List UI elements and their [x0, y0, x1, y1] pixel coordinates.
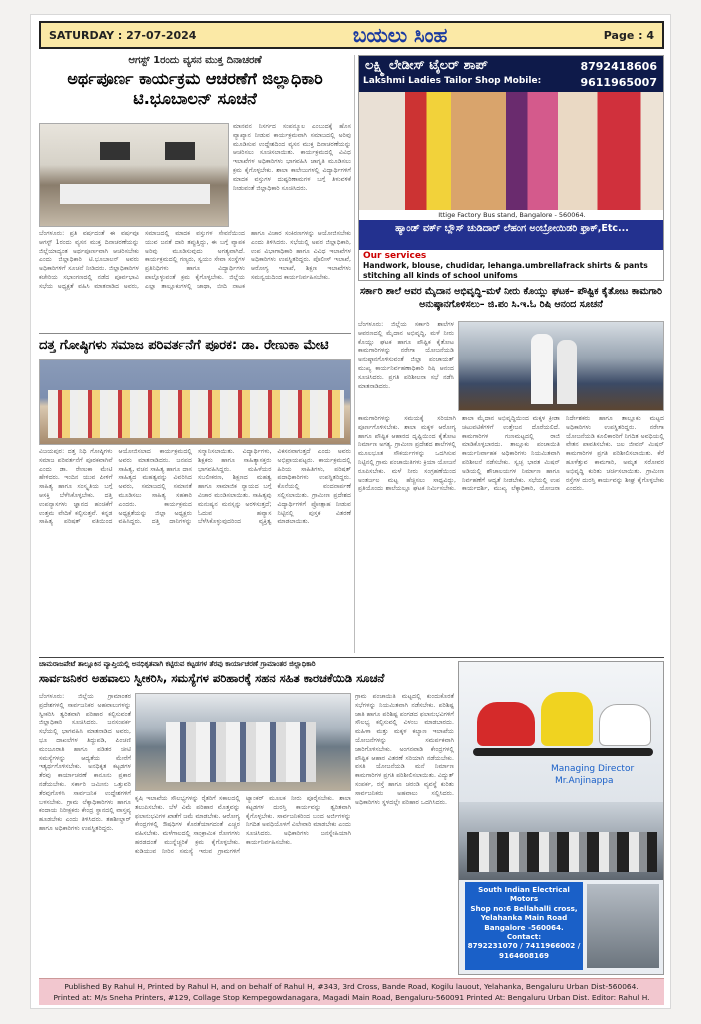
- tailor-title-kn: ಲಕ್ಷ್ಮಿ ಲೇಡೀಸ್ ಟೈಲರ್ ಶಾಪ್: [365, 58, 488, 73]
- divider: [39, 657, 664, 658]
- story1-kicker: ಆಗಸ್ಟ್ 1ರಂದು ವ್ಯಸನ ಮುಕ್ತ ದಿನಾಚರಣೆ: [128, 55, 262, 66]
- tailor-services-label: Our services: [363, 251, 427, 261]
- tailor-advertisement: [358, 55, 664, 281]
- story2-header: [39, 337, 351, 357]
- tailor-services-en: Handwork, blouse, chudidar, lehanga.umbrellafrack shirts & pants stitching all kinds of school unifoms: [363, 261, 648, 280]
- tailor-models-image: [359, 92, 664, 216]
- motors-info-box: [465, 882, 583, 970]
- motors-contact-label: Contact:: [506, 932, 542, 942]
- tailor-title-en: Lakshmi Ladies Tailor Shop Mobile:: [363, 76, 542, 86]
- story4-body-left: ಬೆಂಗಳೂರು: ಜಿಲ್ಲೆಯ ಗ್ರಾಮಾಂತರ ಪ್ರದೇಶಗಳಲ್ಲಿ ಸಾರ್ವಜನಿಕರ ಅಹವಾಲುಗಳನ್ನು ಸ್ವೀಕರಿಸಿ ತ್ವರಿತವಾಗಿ ಪರಿಹಾರ ಕಲ್ಪಿಸುವಂತೆ ಜಿಲ್ಲಾಧಿಕಾರಿ ಸೂಚಿಸಿದರು. ಜನಸಂಪರ್ಕ ಸಭೆಯಲ್ಲಿ ಭಾಗವಹಿಸಿ ಮಾತನಾಡಿದ ಅವರು, ಭೂ ದಾಖಲೆಗಳ ತಿದ್ದುಪಡಿ, ಪಿಂಚಣಿ ಮಂಜೂರಾತಿ ಹಾಗೂ ಪಡಿತರ ಚೀಟಿ ಸಮಸ್ಯೆಗಳನ್ನು ಆದ್ಯತೆಯ ಮೇರೆಗೆ ಇತ್ಯರ್ಥಗೊಳಿಸಬೇಕು. ಅನಧಿಕೃತ ಕಟ್ಟಡಗಳ ತೆರವು ಕಾರ್ಯಾಚರಣೆ ಕಾನೂನು ಪ್ರಕಾರ ನಡೆಯಬೇಕು. ಸರ್ಕಾರಿ ಜಮೀನು ಒತ್ತುವರಿ ತೆರವುಗೊಳಿಸಿ ಸಾರ್ವಜನಿಕ ಉದ್ದೇಶಗಳಿಗೆ ಬಳಸಬೇಕು. ಗ್ರಾಮ ಲೆಕ್ಕಾಧಿಕಾರಿಗಳು ಹಾಗೂ ಕಂದಾಯ ನಿರೀಕ್ಷಕರು ಕೇಂದ್ರ ಸ್ಥಾನದಲ್ಲಿ ವಾಸ್ತವ್ಯ ಹೂಡಬೇಕು ಎಂದು ತಿಳಿಸಿದರು. ತಹಶೀಲ್ದಾರ್ ಹಾಗೂ ಅಧಿಕಾರಿಗಳು ಉಪಸ್ಥಿತರಿದ್ದರು.: [39, 693, 131, 832]
- story1-headline: ಅರ್ಥಪೂರ್ಣ ಕಾರ್ಯಕ್ರಮ ಆಚರಣೆಗೆ ಜಿಲ್ಲಾಧಿಕಾರಿ ಟಿ.ಭೂಬಾಲನ್ ಸೂಚನೆ: [67, 69, 323, 108]
- showroom-image: [459, 802, 664, 880]
- story1-photo: [39, 123, 229, 227]
- motors-advertisement: [458, 661, 664, 975]
- story3-body-left: ಬೆಂಗಳೂರು: ಜಿಲ್ಲೆಯ ಸರ್ಕಾರಿ ಶಾಲೆಗಳ ಆವರಣದಲ್ಲಿ ಮೈದಾನ ಅಭಿವೃದ್ಧಿ, ಮಳೆ ನೀರು ಕೊಯ್ಲು ಘಟಕ ಹಾಗೂ ಪೌಷ್ಟಿಕ ಕೈತೋಟ ಕಾಮಗಾರಿಗಳನ್ನು ನರೇಗಾ ಯೋಜನೆಯಡಿ ಅನುಷ್ಠಾನಗೊಳಿಸುವಂತೆ ಜಿಲ್ಲಾ ಪಂಚಾಯತ್ ಮುಖ್ಯ ಕಾರ್ಯನಿರ್ವಹಣಾಧಿಕಾರಿ ರಿಷಿ ಆನಂದ ಸೂಚಿಸಿದರು. ಪ್ರಗತಿ ಪರಿಶೀಲನಾ ಸಭೆ ನಡೆಸಿ ಮಾತನಾಡಿದರು.: [358, 321, 454, 390]
- story3-header: [358, 285, 664, 319]
- story3-body: ಕಾಮಗಾರಿಗಳನ್ನು ಸಮಯಕ್ಕೆ ಸರಿಯಾಗಿ ಪೂರ್ಣಗೊಳಿಸಬೇಕು. ಶಾಲಾ ಮಕ್ಕಳ ಆರೋಗ್ಯ ಹಾಗೂ ಪೌಷ್ಟಿಕ ಆಹಾರದ ದೃಷ್ಟಿಯಿಂದ ಕೈತೋಟ ನಿರ್ಮಾಣ ಅಗತ್ಯ. ಗ್ರಾಮೀಣ ಪ್ರದೇಶದ ಶಾಲೆಗಳಲ್ಲಿ ಮೂಲಭೂತ ಸೌಕರ್ಯಗಳನ್ನು ಒದಗಿಸುವ ನಿಟ್ಟಿನಲ್ಲಿ ಗ್ರಾಮ ಪಂಚಾಯಿತಿಗಳು ಕ್ರಿಯಾ ಯೋಜನೆ ರೂಪಿಸಬೇಕು. ಮಳೆ ನೀರು ಸಂಗ್ರಹಣೆಯಿಂದ ಅಂತರ್ಜಲ ಮಟ್ಟ ಹೆಚ್ಚಿಸಲು ಸಾಧ್ಯವಿದ್ದು, ಪ್ರತಿಯೊಂದು ಶಾಲೆಯಲ್ಲೂ ಘಟಕ ನಿರ್ಮಿಸಬೇಕು. ಶಾಲಾ ಮೈದಾನ ಅಭಿವೃದ್ಧಿಯಿಂದ ಮಕ್ಕಳ ಕ್ರೀಡಾ ಚಟುವಟಿಕೆಗಳಿಗೆ ಉತ್ತೇಜನ ದೊರೆಯಲಿದೆ. ಕಾಮಗಾರಿಗಳ ಗುಣಮಟ್ಟದಲ್ಲಿ ರಾಜಿ ಮಾಡಿಕೊಳ್ಳಬಾರದು. ತಾಲ್ಲೂಕು ಪಂಚಾಯಿತಿ ಕಾರ್ಯನಿರ್ವಾಹಕ ಅಧಿಕಾರಿಗಳು ನಿಯಮಿತವಾಗಿ ಪರಿಶೀಲನೆ ನಡೆಸಬೇಕು. ಸ್ವಚ್ಛ ಭಾರತ ಮಿಷನ್ ಅಡಿಯಲ್ಲಿ ಶೌಚಾಲಯಗಳ ನಿರ್ಮಾಣ ಹಾಗೂ ನಿರ್ವಹಣೆಗೆ ಆದ್ಯತೆ ನೀಡಬೇಕು. ಸಭೆಯಲ್ಲಿ ಉಪ ಕಾರ್ಯದರ್ಶಿ, ಮುಖ್ಯ ಲೆಕ್ಕಾಧಿಕಾರಿ, ಯೋಜನಾ ನಿರ್ದೇಶಕರು ಹಾಗೂ ತಾಲ್ಲೂಕು ಮಟ್ಟದ ಅಧಿಕಾರಿಗಳು ಉಪಸ್ಥಿತರಿದ್ದರು. ನರೇಗಾ ಯೋಜನೆಯಡಿ ಕೂಲಿಕಾರರಿಗೆ ನಿಗದಿತ ಅವಧಿಯಲ್ಲಿ ವೇತನ ಪಾವತಿಸಬೇಕು. ಜಲ ಜೀವನ್ ಮಿಷನ್ ಕಾಮಗಾರಿಗಳ ಪ್ರಗತಿ ಪರಿಶೀಲಿಸಲಾಯಿತು. ಕೆರೆ ಹೂಳೆತ್ತುವ ಕಾಮಗಾರಿ, ಅಮೃತ ಸರೋವರ ಅಭಿವೃದ್ಧಿ ಕುರಿತು ಚರ್ಚಿಸಲಾಯಿತು. ಗ್ರಾಮೀಣ ರಸ್ತೆಗಳ ದುರಸ್ತಿ ಕಾರ್ಯವನ್ನು ಶೀಘ್ರ ಕೈಗೊಳ್ಳಬೇಕು ಎಂದರು.: [358, 415, 664, 493]
- story4-headline: ಸಾರ್ವಜನಿಕರ ಅಹವಾಲು ಸ್ವೀಕರಿಸಿ, ಸಮಸ್ಯೆಗಳ ಪರಿಹಾರಕ್ಕೆ ಸಹನ ಸಹಿತ ಕಾರಚಕೆಯಿಡಿ ಸೂಚನೆ: [39, 671, 385, 685]
- tailor-services-kn: ಹ್ಯಾಂಡ್ ವರ್ಕ್ ಬ್ಲೌಸ್ ಚುಡಿದಾರ್ ಲೆಹಂಗ ಅಂಬ್ರೋಯಿಡರಿ ಫ್ರಾಕ್,Etc...: [359, 220, 664, 250]
- story4-body-right: ಗ್ರಾಮ ಪಂಚಾಯಿತಿ ಮಟ್ಟದಲ್ಲಿ ಕುಂದುಕೊರತೆ ಸಭೆಗಳನ್ನು ನಿಯಮಿತವಾಗಿ ನಡೆಸಬೇಕು. ಪರಿಶಿಷ್ಟ ಜಾತಿ ಹಾಗೂ ಪರಿಶಿಷ್ಟ ಪಂಗಡದ ಫಲಾನುಭವಿಗಳಿಗೆ ಸೌಲಭ್ಯ ಕಲ್ಪಿಸುವಲ್ಲಿ ವಿಳಂಬ ಮಾಡಬಾರದು. ಮಹಿಳಾ ಮತ್ತು ಮಕ್ಕಳ ಕಲ್ಯಾಣ ಇಲಾಖೆಯ ಯೋಜನೆಗಳನ್ನು ಸಮರ್ಪಕವಾಗಿ ಜಾರಿಗೊಳಿಸಬೇಕು. ಅಂಗನವಾಡಿ ಕೇಂದ್ರಗಳಲ್ಲಿ ಪೌಷ್ಟಿಕ ಆಹಾರ ವಿತರಣೆ ಸರಿಯಾಗಿ ನಡೆಯಬೇಕು. ವಸತಿ ಯೋಜನೆಯಡಿ ಮನೆ ನಿರ್ಮಾಣ ಕಾಮಗಾರಿಗಳ ಪ್ರಗತಿ ಪರಿಶೀಲಿಸಲಾಯಿತು. ವಿದ್ಯುತ್ ಸಂಪರ್ಕ, ರಸ್ತೆ ಹಾಗೂ ಚರಂಡಿ ವ್ಯವಸ್ಥೆ ಕುರಿತು ಸಾರ್ವಜನಿಕರು ಅಹವಾಲು ಸಲ್ಲಿಸಿದರು. ಅಧಿಕಾರಿಗಳು ಸ್ಥಳದಲ್ಲೇ ಪರಿಹಾರ ಒದಗಿಸಿದರು.: [355, 693, 454, 806]
- issue-date: SATURDAY : 27-07-2024: [49, 28, 197, 42]
- story1-header: [39, 55, 351, 129]
- masthead: [39, 21, 664, 49]
- story3-photo: [458, 321, 664, 411]
- story4-header: [39, 660, 454, 690]
- newspaper-title: ಬಯಲು ಸಿಂಹ: [352, 23, 448, 47]
- story2-headline: ದತ್ತ ಗೋಷ್ಠಿಗಳು ಸಮಾಜ ಪರಿವರ್ತನೆಗೆ ಪೂರಕ: ಡಾ. ರೇಣುಕಾ ಮೇಟಿ: [39, 338, 329, 353]
- imprint-footer: [39, 978, 664, 1005]
- story1-body: ಬೆಂಗಳೂರು: ಪ್ರತಿ ವರ್ಷದಂತೆ ಈ ವರ್ಷವೂ ಆಗಸ್ಟ್ 1ರಂದು ವ್ಯಸನ ಮುಕ್ತ ದಿನಾಚರಣೆಯನ್ನು ಜಿಲ್ಲೆಯಾದ್ಯಂತ ಅರ್ಥಪೂರ್ಣವಾಗಿ ಆಚರಿಸಬೇಕು ಎಂದು ಜಿಲ್ಲಾಧಿಕಾರಿ ಟಿ.ಭೂಬಾಲನ್ ಅವರು ಅಧಿಕಾರಿಗಳಿಗೆ ಸೂಚನೆ ನೀಡಿದರು. ಜಿಲ್ಲಾಧಿಕಾರಿಗಳ ಕಚೇರಿಯ ಸಭಾಂಗಣದಲ್ಲಿ ನಡೆದ ಪೂರ್ವಭಾವಿ ಸಭೆಯ ಅಧ್ಯಕ್ಷತೆ ವಹಿಸಿ ಮಾತನಾಡಿದ ಅವರು, ಸಮಾಜದಲ್ಲಿ ಮಾದಕ ವಸ್ತುಗಳ ಸೇವನೆಯಿಂದ ಯುವ ಜನತೆ ದಾರಿ ತಪ್ಪುತ್ತಿದ್ದು, ಈ ಬಗ್ಗೆ ವ್ಯಾಪಕ ಅರಿವು ಮೂಡಿಸುವುದು ಅಗತ್ಯವಾಗಿದೆ. ಕಾರ್ಯಕ್ರಮದಲ್ಲಿ ಗಣ್ಯರು, ಸ್ವಯಂ ಸೇವಾ ಸಂಸ್ಥೆಗಳ ಪ್ರತಿನಿಧಿಗಳು ಹಾಗೂ ವಿದ್ಯಾರ್ಥಿಗಳು ಪಾಲ್ಗೊಳ್ಳುವಂತೆ ಕ್ರಮ ಕೈಗೊಳ್ಳಬೇಕು. ಜಿಲ್ಲೆಯ ಎಲ್ಲಾ ತಾಲ್ಲೂಕುಗಳಲ್ಲಿ ಜಾಥಾ, ಬೀದಿ ನಾಟಕ ಹಾಗೂ ವಿಚಾರ ಸಂಕಿರಣಗಳನ್ನು ಆಯೋಜಿಸಬೇಕು ಎಂದು ತಿಳಿಸಿದರು. ಸಭೆಯಲ್ಲಿ ಅಪರ ಜಿಲ್ಲಾಧಿಕಾರಿ, ಉಪ ವಿಭಾಗಾಧಿಕಾರಿ ಹಾಗೂ ವಿವಿಧ ಇಲಾಖೆಗಳ ಅಧಿಕಾರಿಗಳು ಉಪಸ್ಥಿತರಿದ್ದರು. ಪೊಲೀಸ್ ಇಲಾಖೆ, ಆರೋಗ್ಯ ಇಲಾಖೆ, ಶಿಕ್ಷಣ ಇಲಾಖೆಗಳು ಸಮನ್ವಯದಿಂದ ಕಾರ್ಯನಿರ್ವಹಿಸಬೇಕು.: [39, 230, 351, 290]
- story4-photo: [135, 693, 351, 791]
- imprint-line2: Printed at: M/s Sneha Printers, #129, Collage Stop Kempegowdanagara, Magadi Main Road, Bengaluru-560091 Printed At: Bengaluru Urban Dist. Editor: Rahul H.: [53, 993, 650, 1002]
- director-name: Mr.Anjinappa: [555, 776, 614, 786]
- tailor-address: Ittige Factory Bus stand, Bangalore - 560064.: [359, 210, 664, 220]
- column-divider: [354, 55, 355, 653]
- motors-name: South Indian Electrical Motors: [478, 885, 570, 904]
- director-label: Managing Director: [551, 764, 635, 774]
- imprint-line1: Published By Rahul H, Printed by Rahul H, and on behalf of Rahul H, #343, 3rd Cross, Bande Road, Kogilu lauout, Yelahanka, Bengaluru Urban Dist-560064.: [64, 982, 639, 991]
- tailor-phone2: 9611965007: [580, 76, 657, 89]
- story1-body-right: ಮಾನವನ ನಿಸರ್ಗದ ಸಂಪನ್ಮೂಲ ಎಂಬುದಕ್ಕೆ ಹೊಸ ವ್ಯಾಖ್ಯಾನ ನೀಡುವ ಕಾರ್ಯಕ್ರಮವಾಗಿ ಸಮಾಜದಲ್ಲಿ ಅರಿವು ಮೂಡಿಸುವ ಉದ್ದೇಶದಿಂದ ವ್ಯಸನ ಮುಕ್ತ ದಿನಾಚರಣೆಯನ್ನು ಆಚರಿಸಲು ಸೂಚಿಸಲಾಯಿತು. ಕಾರ್ಯಕ್ರಮದಲ್ಲಿ ವಿವಿಧ ಇಲಾಖೆಗಳ ಅಧಿಕಾರಿಗಳು ಭಾಗವಹಿಸಿ ಜಾಗೃತಿ ಮೂಡಿಸಲು ಕ್ರಮ ಕೈಗೊಳ್ಳಬೇಕು. ಶಾಲಾ ಕಾಲೇಜುಗಳಲ್ಲಿ ವಿದ್ಯಾರ್ಥಿಗಳಿಗೆ ಮಾದಕ ವಸ್ತುಗಳ ದುಷ್ಪರಿಣಾಮಗಳ ಬಗ್ಗೆ ತಿಳುವಳಿಕೆ ನೀಡುವಂತೆ ಜಿಲ್ಲಾಧಿಕಾರಿ ಸೂಚಿಸಿದರು.: [233, 123, 351, 192]
- tailor-phone1: 8792418606: [580, 60, 657, 73]
- newspaper-page: [30, 14, 671, 1009]
- story4-kicker: ಚಾಮರಾಜಪೇಟೆ ತಾಲ್ಲೂಕಿನ ವ್ಯಾಪ್ತಿಯಲ್ಲಿ ಅನಧಿಕೃತವಾಗಿ ಕಟ್ಟಿರುವ ಕಟ್ಟಡಗಳ ತೆರವು ಕಾರ್ಯಾಚರಣೆ ಗ್ರಾಮಾಂತರ ಜಿಲ್ಲಾಧಿಕಾರಿ: [39, 660, 316, 668]
- story2-body: ವಿಜಯಪುರ: ದತ್ತ ನಿಧಿ ಗೋಷ್ಠಿಗಳು ಸಮಾಜ ಪರಿವರ್ತನೆಗೆ ಪೂರಕವಾಗಿವೆ ಎಂದು ಡಾ. ರೇಣುಕಾ ಮೇಟಿ ಹೇಳಿದರು. ಇಂದಿನ ಯುವ ಪೀಳಿಗೆ ಸಾಹಿತ್ಯ ಹಾಗೂ ಸಂಸ್ಕೃತಿಯ ಬಗ್ಗೆ ಆಸಕ್ತಿ ಬೆಳೆಸಿಕೊಳ್ಳಬೇಕು. ದತ್ತಿ ಉಪನ್ಯಾಸಗಳು ಜ್ಞಾನದ ಹಂಚಿಕೆಗೆ ಉತ್ತಮ ವೇದಿಕೆ ಕಲ್ಪಿಸುತ್ತವೆ. ಕನ್ನಡ ಸಾಹಿತ್ಯ ಪರಿಷತ್ ವತಿಯಿಂದ ಆಯೋಜಿಸಲಾದ ಕಾರ್ಯಕ್ರಮದಲ್ಲಿ ಅವರು ಮಾತನಾಡಿದರು. ಜನಪದ ಸಾಹಿತ್ಯ, ವಚನ ಸಾಹಿತ್ಯ ಹಾಗೂ ದಾಸ ಸಾಹಿತ್ಯದ ಮಹತ್ವವನ್ನು ವಿವರಿಸಿದ ಅವರು, ಸಮಾಜದಲ್ಲಿ ಸಮಾನತೆ ಮೂಡಿಸಲು ಸಾಹಿತ್ಯ ಸಹಕಾರಿ ಎಂದರು. ಕಾರ್ಯಕ್ರಮದ ಅಧ್ಯಕ್ಷತೆಯನ್ನು ಜಿಲ್ಲಾ ಅಧ್ಯಕ್ಷರು ವಹಿಸಿದ್ದರು. ದತ್ತಿ ದಾನಿಗಳನ್ನು ಸನ್ಮಾನಿಸಲಾಯಿತು. ವಿದ್ಯಾರ್ಥಿಗಳು, ಶಿಕ್ಷಕರು ಹಾಗೂ ಸಾಹಿತ್ಯಾಸಕ್ತರು ಭಾಗವಹಿಸಿದ್ದರು. ಮಹಿಳೆಯರ ಸಬಲೀಕರಣ, ಶಿಕ್ಷಣದ ಮಹತ್ವ ಹಾಗೂ ಸಾಮಾಜಿಕ ನ್ಯಾಯದ ಬಗ್ಗೆ ವಿಚಾರ ಮಂಡಿಸಲಾಯಿತು. ಸಾಹಿತ್ಯವು ಮನುಷ್ಯನ ಮನಸ್ಸನ್ನು ಅರಳಿಸುತ್ತದೆ; ಓದುವ ಹವ್ಯಾಸ ಬೆಳೆಸಿಕೊಳ್ಳುವುದರಿಂದ ವ್ಯಕ್ತಿತ್ವ ವಿಕಸನವಾಗುತ್ತದೆ ಎಂದು ಅವರು ಅಭಿಪ್ರಾಯಪಟ್ಟರು. ಕಾರ್ಯಕ್ರಮದಲ್ಲಿ ಹಿರಿಯ ಸಾಹಿತಿಗಳು, ಪರಿಷತ್ ಪದಾಧಿಕಾರಿಗಳು ಉಪಸ್ಥಿತರಿದ್ದರು. ಕೊನೆಯಲ್ಲಿ ವಂದನಾರ್ಪಣೆ ಸಲ್ಲಿಸಲಾಯಿತು. ಗ್ರಾಮೀಣ ಪ್ರದೇಶದ ವಿದ್ಯಾರ್ಥಿಗಳಿಗೆ ಪ್ರೋತ್ಸಾಹ ನೀಡುವ ನಿಟ್ಟಿನಲ್ಲಿ ಪುಸ್ತಕ ವಿತರಣೆ ಮಾಡಲಾಯಿತು.: [39, 448, 351, 526]
- bikes-image: [587, 884, 659, 968]
- story4-body-mid: ಕೃಷಿ ಇಲಾಖೆಯ ಸೌಲಭ್ಯಗಳನ್ನು ರೈತರಿಗೆ ಸಕಾಲದಲ್ಲಿ ತಲುಪಿಸಬೇಕು. ಬೆಳೆ ವಿಮೆ ಪರಿಹಾರ ಮೊತ್ತವನ್ನು ಫಲಾನುಭವಿಗಳ ಖಾತೆಗೆ ಜಮೆ ಮಾಡಬೇಕು. ಆರೋಗ್ಯ ಕೇಂದ್ರಗಳಲ್ಲಿ ಔಷಧಿಗಳ ಕೊರತೆಯಾಗದಂತೆ ಎಚ್ಚರ ವಹಿಸಬೇಕು. ಮಳೆಗಾಲದಲ್ಲಿ ಸಾಂಕ್ರಾಮಿಕ ರೋಗಗಳು ಹರಡದಂತೆ ಮುನ್ನೆಚ್ಚರಿಕೆ ಕ್ರಮ ಕೈಗೊಳ್ಳಬೇಕು. ಕುಡಿಯುವ ನೀರಿನ ಸಮಸ್ಯೆ ಇರುವ ಗ್ರಾಮಗಳಿಗೆ ಟ್ಯಾಂಕರ್ ಮೂಲಕ ನೀರು ಪೂರೈಸಬೇಕು. ಶಾಲಾ ಕಟ್ಟಡಗಳ ದುರಸ್ತಿ ಕಾರ್ಯವನ್ನು ತ್ವರಿತವಾಗಿ ಕೈಗೊಳ್ಳಬೇಕು. ಸಾರ್ವಜನಿಕರಿಂದ ಬಂದ ಅರ್ಜಿಗಳನ್ನು ನಿಗದಿತ ಅವಧಿಯೊಳಗೆ ವಿಲೇವಾರಿ ಮಾಡಬೇಕು ಎಂದು ಸೂಚಿಸಿದರು. ಅಧಿಕಾರಿಗಳು ಜನಸ್ನೇಹಿಯಾಗಿ ಕಾರ್ಯನಿರ್ವಹಿಸಬೇಕು.: [135, 795, 351, 855]
- story2-photo: [39, 359, 351, 445]
- story3-headline: ಸರ್ಕಾರಿ ಶಾಲೆ ಆವರ ಮೈದಾನ ಅಭಿವೃದ್ಧಿ–ಮಳೆ ನೀರು ಕೊಯ್ಲು ಘಟಕ– ಪೌಷ್ಟಿಕ ಕೈತೋಟ ಕಾಮಗಾರಿ ಅನುಷ್ಠಾನಗೊಳಿಸಲು– ಜಿ.ಪಂ ಸಿ.ಇ.ಓ ರಿಷಿ ಆನಂದ ಸೂಚನೆ: [359, 286, 662, 310]
- motors-contact: 8792231070 / 7411966002 / 9164608169: [467, 941, 581, 960]
- motors-shop: Shop no:6 Bellahalli cross, Yelahanka Main Road Bangalore -560064.: [470, 903, 578, 932]
- page-number: Page : 4: [603, 28, 654, 42]
- divider: [39, 333, 351, 334]
